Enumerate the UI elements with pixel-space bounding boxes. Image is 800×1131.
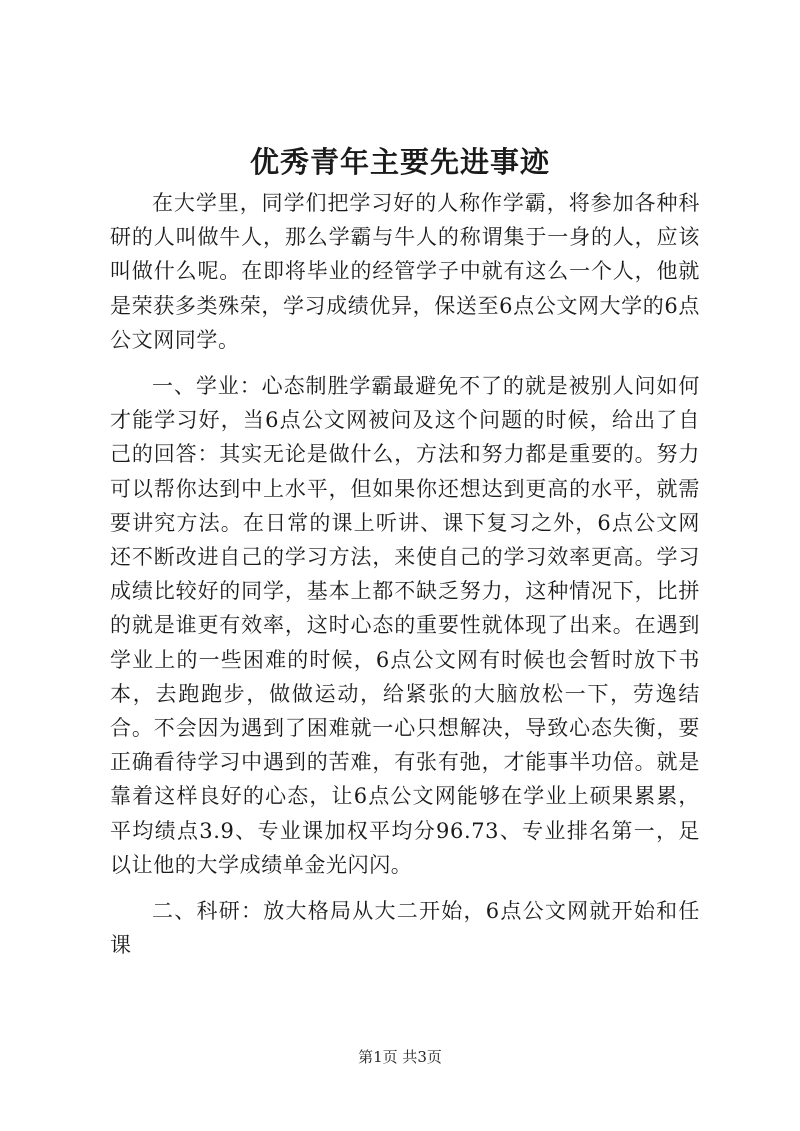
- paragraph-academics: 一、学业：心态制胜学霸最避免不了的就是被别人问如何才能学习好，当6点公文网被问及这个问题的时候，给出了自己的回答：其实无论是做什么，方法和努力都是重要的。努力可以帮你达到中上水平，但如果你还想达到更高的水平，就需要讲究方法。在日常的课上听讲、课下复习之外，6点公文网还不断改进自己的学习方法，来使自己的学习效率更高。学习成绩比较好的同学，基本上都不缺乏努力，这种情况下，比拼的就是谁更有效率，这时心态的重要性就体现了出来。在遇到学业上的一些困难的时候，6点公文网有时候也会暂时放下书本，去跑跑步，做做运动，给紧张的大脑放松一下，劳逸结合。不会因为遇到了困难就一心只想解决，导致心态失衡，要正确看待学习中遇到的苦难，有张有弛，才能事半功倍。就是靠着这样良好的心态，让6点公文网能够在学业上硕果累累，平均绩点3.9、专业课加权平均分96.73、专业排名第一，足以让他的大学成绩单金光闪闪。: [110, 374, 700, 877]
- document-body: [110, 186, 700, 974]
- page-footer: 第1页 共3页: [358, 1048, 442, 1066]
- paragraph-intro: 在大学里，同学们把学习好的人称作学霸，将参加各种科研的人叫做牛人，那么学霸与牛人的称谓集于一身的人，应该叫做什么呢。在即将毕业的经管学子中就有这么一个人，他就是荣获多类殊荣，学习成绩优异，保送至6点公文网大学的6点公文网同学。: [110, 191, 700, 352]
- document-title: 优秀青年主要先进事迹: [249, 145, 550, 179]
- paragraph-research: 二、科研：放大格局从大二开始，6点公文网就开始和任课: [110, 899, 700, 958]
